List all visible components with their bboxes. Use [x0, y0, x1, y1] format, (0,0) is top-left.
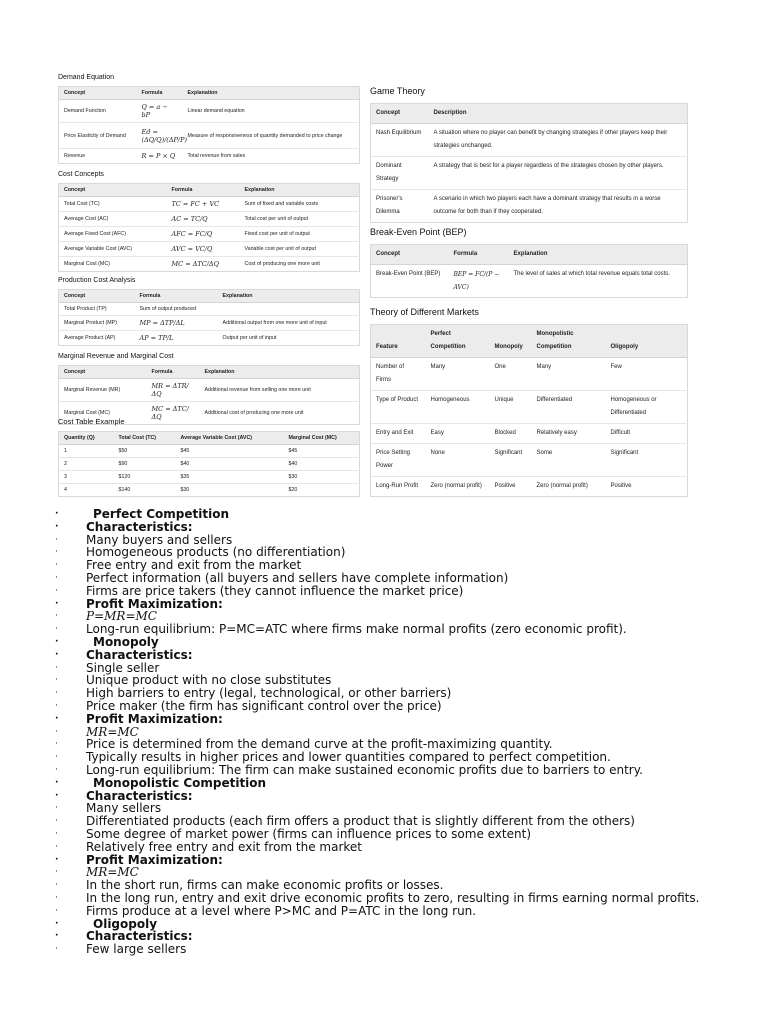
- bullet-icon: ·: [55, 931, 59, 942]
- column-header: Concept: [59, 87, 137, 100]
- table-cell: Total Product (TP): [59, 303, 135, 316]
- column-header: Explanation: [218, 290, 360, 303]
- column-header: Perfect Competition: [426, 325, 490, 358]
- list-item-text: Price maker (the firm has significant control over the price): [86, 698, 442, 713]
- list-item-text: Single seller: [86, 660, 160, 675]
- list-item-text: Perfect information (all buyers and sellers have complete information): [86, 570, 509, 585]
- table-cell: Blocked: [490, 424, 532, 444]
- bullet-icon: ·: [55, 662, 58, 673]
- list-item-text: Unique product with no close substitutes: [86, 673, 332, 688]
- column-header: Formula: [147, 366, 200, 379]
- table-cell: A scenario in which two players each have a dominant strategy that results in a worse outcome for both than if they cooperated.: [429, 190, 688, 223]
- table-cell: Price Setting Power: [371, 444, 426, 477]
- list-item-text: Characteristics:: [86, 929, 193, 944]
- table-cell: Type of Product: [371, 391, 426, 424]
- table-cell: $40: [284, 458, 360, 471]
- list-item-text: MR=MC: [86, 865, 139, 880]
- list-item-text: Monopolistic Competition: [93, 775, 267, 790]
- cost-concepts-title: Cost Concepts: [58, 171, 104, 178]
- table-cell: Long-Run Profit: [371, 477, 426, 497]
- table-row: [59, 197, 360, 212]
- table-row: [59, 303, 360, 316]
- formula-cell: MC = ΔTC/ΔQ: [147, 402, 200, 425]
- formula-cell: MR = ΔTR/ΔQ: [147, 379, 200, 402]
- bullet-icon: ·: [55, 867, 58, 878]
- table-row: [59, 445, 360, 458]
- table-cell: Price Elasticity of Demand: [59, 123, 137, 149]
- table-cell: Difficult: [606, 424, 688, 444]
- bullet-icon: ·: [55, 828, 58, 839]
- table-row: [59, 149, 360, 164]
- formula-cell: Sum of output produced: [135, 303, 218, 316]
- table-row: [59, 379, 360, 402]
- table-row: [59, 212, 360, 227]
- table-cell: Zero (normal profit): [532, 477, 606, 497]
- list-item-text: Homogeneous products (no differentiation): [86, 545, 346, 560]
- formula-cell: R = P × Q: [137, 149, 183, 164]
- demand-table: [58, 86, 360, 164]
- column-header: Explanation: [240, 184, 360, 197]
- list-item-text: Many buyers and sellers: [86, 532, 233, 547]
- column-header: Total Cost (TC): [114, 432, 176, 445]
- list-item-text: Long-run equilibrium: The firm can make sustained economic profits due to barriers to entry.: [86, 762, 643, 777]
- table-cell: Marginal Revenue (MR): [59, 379, 147, 402]
- list-item-text: In the short run, firms can make economic profits or losses.: [86, 878, 444, 893]
- table-cell: $45: [284, 445, 360, 458]
- table-row: [59, 100, 360, 123]
- table-cell: Break-Even Point (BEP): [371, 265, 449, 298]
- table-cell: Differentiated: [532, 391, 606, 424]
- table-cell: Fixed cost per unit of output: [240, 227, 360, 242]
- list-item-text: Perfect Competition: [93, 507, 230, 521]
- table-cell: 4: [59, 484, 114, 497]
- formula-cell: AVC = VC/Q: [167, 242, 240, 257]
- table-cell: Output per unit of input: [218, 331, 360, 346]
- table-row: [59, 484, 360, 497]
- table-row: [59, 316, 360, 331]
- table-row: [371, 358, 688, 391]
- table-cell: Dominant Strategy: [371, 157, 429, 190]
- table-cell: Total Cost (TC): [59, 197, 167, 212]
- table-cell: Few: [606, 358, 688, 391]
- formula-cell: AP = TP/L: [135, 331, 218, 346]
- subheading: [55, 713, 699, 726]
- list-item-text: Long-run equilibrium: P=MC=ATC where firms make normal profits (zero economic profit).: [86, 622, 627, 637]
- bullet-icon: ·: [55, 892, 58, 903]
- column-header: Quantity (Q): [59, 432, 114, 445]
- column-header: Oligopoly: [606, 325, 688, 358]
- column-header: Concept: [59, 184, 167, 197]
- table-cell: A situation where no player can benefit by changing strategies if other players keep their strategies unchanged.: [429, 124, 688, 157]
- table-cell: Relatively easy: [532, 424, 606, 444]
- table-cell: Total cost per unit of output: [240, 212, 360, 227]
- table-row: [59, 331, 360, 346]
- table-row: [59, 458, 360, 471]
- bullet-icon: ·: [55, 777, 59, 788]
- table-row: [371, 477, 688, 497]
- bullet-icon: ·: [55, 649, 59, 660]
- list-item: [55, 943, 699, 956]
- table-cell: 1: [59, 445, 114, 458]
- list-item-text: Profit Maximization:: [86, 596, 223, 611]
- column-header: Feature: [371, 325, 426, 358]
- list-item-text: Characteristics:: [86, 519, 193, 534]
- table-cell: Significant: [606, 444, 688, 477]
- subheading: [55, 854, 699, 867]
- table-cell: $120: [114, 471, 176, 484]
- table-cell: Prisoner's Dilemma: [371, 190, 429, 223]
- column-header: Marginal Cost (MC): [284, 432, 360, 445]
- table-cell: Average Fixed Cost (AFC): [59, 227, 167, 242]
- production-table: [58, 289, 360, 346]
- column-header: Explanation: [183, 87, 360, 100]
- column-header: Description: [429, 104, 688, 124]
- marginal-title: Marginal Revenue and Marginal Cost: [58, 353, 174, 360]
- table-cell: $140: [114, 484, 176, 497]
- list-item-text: In the long run, entry and exit drive economic profits to zero, resulting in firms earning normal profits.: [86, 890, 700, 905]
- table-cell: Significant: [490, 444, 532, 477]
- column-header: Explanation: [509, 245, 688, 265]
- production-title: Production Cost Analysis: [58, 277, 136, 284]
- list-item-text: Free entry and exit from the market: [86, 558, 302, 573]
- bullet-icon: ·: [55, 816, 58, 827]
- bullet-icon: ·: [55, 841, 58, 852]
- formula-cell: AFC = FC/Q: [167, 227, 240, 242]
- list-item-text: High barriers to entry (legal, technological, or other barriers): [86, 686, 452, 701]
- demand-section-title: Demand Equation: [58, 74, 115, 81]
- marginal-table: [58, 365, 360, 425]
- bullet-icon: ·: [55, 713, 59, 724]
- list-item-text: Many sellers: [86, 801, 162, 816]
- bullet-icon: ·: [55, 509, 59, 519]
- formula-cell: Q = a − bP: [137, 100, 183, 123]
- list-item-text: Typically results in higher prices and lower quantities compared to perfect competition.: [86, 750, 611, 765]
- bullet-icon: ·: [55, 918, 59, 929]
- bullet-icon: ·: [55, 585, 58, 596]
- table-cell: Unique: [490, 391, 532, 424]
- table-cell: Variable cost per unit of output: [240, 242, 360, 257]
- table-cell: Revenue: [59, 149, 137, 164]
- column-header: Formula: [135, 290, 218, 303]
- table-cell: Marginal Cost (MC): [59, 402, 147, 425]
- list-item-text: Profit Maximization:: [86, 852, 223, 867]
- bullet-icon: ·: [55, 726, 58, 737]
- bullet-icon: ·: [55, 944, 58, 955]
- table-cell: A strategy that is best for a player regardless of the strategies chosen by other players.: [429, 157, 688, 190]
- game-theory-title: Game Theory: [370, 86, 425, 96]
- table-cell: Total revenue from sales: [183, 149, 360, 164]
- table-cell: $35: [176, 471, 284, 484]
- table-row: [371, 265, 688, 298]
- bullet-icon: ·: [55, 700, 58, 711]
- table-cell: Additional revenue from selling one more unit: [200, 379, 360, 402]
- bullet-icon: ·: [55, 572, 58, 583]
- table-cell: Additional cost of producing one more unit: [200, 402, 360, 425]
- table-cell: 3: [59, 471, 114, 484]
- list-item-text: Price is determined from the demand curve at the profit-maximizing quantity.: [86, 737, 553, 752]
- list-item-text: Characteristics:: [86, 647, 193, 662]
- column-header: Monopolistic Competition: [532, 325, 606, 358]
- bullet-icon: ·: [55, 854, 59, 865]
- cost-table-example: [58, 431, 360, 497]
- table-cell: Cost of producing one more unit: [240, 257, 360, 272]
- formula-cell: BEP = FC/(P − AVC): [449, 265, 509, 298]
- list-item-text: Differentiated products (each firm offers a product that is slightly different from the others): [86, 814, 635, 829]
- table-cell: 2: [59, 458, 114, 471]
- bullet-icon: ·: [55, 560, 58, 571]
- bullet-icon: ·: [55, 764, 58, 775]
- bullet-icon: ·: [55, 534, 58, 545]
- list-item-text: Some degree of market power (firms can influence prices to some extent): [86, 826, 532, 841]
- table-row: [371, 444, 688, 477]
- table-cell: Marginal Product (MP): [59, 316, 135, 331]
- table-cell: Demand Function: [59, 100, 137, 123]
- game-theory-table: [370, 103, 688, 223]
- list-item-text: Firms are price takers (they cannot influence the market price): [86, 583, 464, 598]
- bep-table: [370, 244, 688, 298]
- table-cell: $30: [284, 471, 360, 484]
- list-item-text: Relatively free entry and exit from the market: [86, 839, 363, 854]
- bullet-icon: ·: [55, 675, 58, 686]
- bullet-icon: ·: [55, 624, 58, 635]
- cost-table-title: Cost Table Example: [58, 417, 125, 426]
- table-cell: Some: [532, 444, 606, 477]
- table-cell: $45: [176, 445, 284, 458]
- column-header: Explanation: [200, 366, 360, 379]
- formula-cell: TC = FC + VC: [167, 197, 240, 212]
- table-cell: Entry and Exit: [371, 424, 426, 444]
- table-row: [59, 227, 360, 242]
- list-item-text: Oligopoly: [93, 916, 158, 931]
- list-item-text: Monopoly: [93, 634, 159, 649]
- list-item-text: Few large sellers: [86, 942, 187, 957]
- list-item-text: Profit Maximization:: [86, 711, 223, 726]
- bullet-icon: ·: [55, 739, 58, 750]
- table-cell: One: [490, 358, 532, 391]
- formula-cell: MP = ΔTP/ΔL: [135, 316, 218, 331]
- bullet-icon: ·: [55, 521, 59, 532]
- table-row: [371, 190, 688, 223]
- table-row: [59, 242, 360, 257]
- column-header: Monopoly: [490, 325, 532, 358]
- table-row: [371, 157, 688, 190]
- bullet-icon: ·: [55, 611, 58, 622]
- table-cell: The level of sales at which total revenue equals total costs.: [509, 265, 688, 298]
- table-cell: Nash Equilibrium: [371, 124, 429, 157]
- bullet-icon: ·: [55, 598, 59, 609]
- table-row: [371, 424, 688, 444]
- table-cell: Many: [426, 358, 490, 391]
- markets-title: Theory of Different Markets: [370, 307, 479, 317]
- table-cell: Homogeneous or Differentiated: [606, 391, 688, 424]
- market-notes-list: [55, 508, 699, 956]
- table-cell: Average Variable Cost (AVC): [59, 242, 167, 257]
- formula-cell: MC = ΔTC/ΔQ: [167, 257, 240, 272]
- table-cell: $30: [176, 484, 284, 497]
- table-cell: Additional output from one more unit of input: [218, 316, 360, 331]
- bullet-icon: ·: [55, 688, 58, 699]
- bep-title: Break-Even Point (BEP): [370, 227, 467, 237]
- table-cell: Linear demand equation: [183, 100, 360, 123]
- bullet-icon: ·: [55, 803, 58, 814]
- table-cell: $50: [114, 445, 176, 458]
- table-row: [59, 257, 360, 272]
- table-cell: Measure of responsiveness of quantity demanded to price change: [183, 123, 360, 149]
- list-item-text: Characteristics:: [86, 788, 193, 803]
- table-row: [59, 471, 360, 484]
- list-item-text: MR=MC: [86, 724, 139, 739]
- column-header: Concept: [59, 290, 135, 303]
- table-row: [59, 123, 360, 149]
- table-cell: Average Product (AP): [59, 331, 135, 346]
- column-header: Concept: [371, 104, 429, 124]
- table-row: [371, 391, 688, 424]
- list-item-text: Firms produce at a level where P>MC and P=ATC in the long run.: [86, 903, 477, 918]
- table-row: [371, 124, 688, 157]
- column-header: Formula: [167, 184, 240, 197]
- bullet-icon: ·: [55, 547, 58, 558]
- table-cell: Positive: [490, 477, 532, 497]
- table-cell: Average Cost (AC): [59, 212, 167, 227]
- table-cell: $40: [176, 458, 284, 471]
- table-cell: Homogeneous: [426, 391, 490, 424]
- bullet-icon: ·: [55, 790, 59, 801]
- table-cell: $20: [284, 484, 360, 497]
- table-cell: $90: [114, 458, 176, 471]
- formula-cell: AC = TC/Q: [167, 212, 240, 227]
- table-cell: Positive: [606, 477, 688, 497]
- table-cell: Sum of fixed and variable costs: [240, 197, 360, 212]
- bullet-icon: ·: [55, 752, 58, 763]
- table-cell: [218, 303, 360, 316]
- markets-table: [370, 324, 688, 497]
- table-cell: Zero (normal profit): [426, 477, 490, 497]
- list-item-text: P=MR=MC: [86, 609, 157, 624]
- table-cell: Number of Firms: [371, 358, 426, 391]
- formula-cell: Ed = (ΔQ/Q)/(ΔP/P): [137, 123, 183, 149]
- column-header: Concept: [59, 366, 147, 379]
- table-cell: None: [426, 444, 490, 477]
- column-header: Average Variable Cost (AVC): [176, 432, 284, 445]
- column-header: Concept: [371, 245, 449, 265]
- bullet-icon: ·: [55, 905, 58, 916]
- cost-concepts-table: [58, 183, 360, 272]
- bullet-icon: ·: [55, 880, 58, 891]
- table-cell: Easy: [426, 424, 490, 444]
- column-header: Formula: [449, 245, 509, 265]
- column-header: Formula: [137, 87, 183, 100]
- table-cell: Marginal Cost (MC): [59, 257, 167, 272]
- table-cell: Many: [532, 358, 606, 391]
- bullet-icon: ·: [55, 636, 59, 647]
